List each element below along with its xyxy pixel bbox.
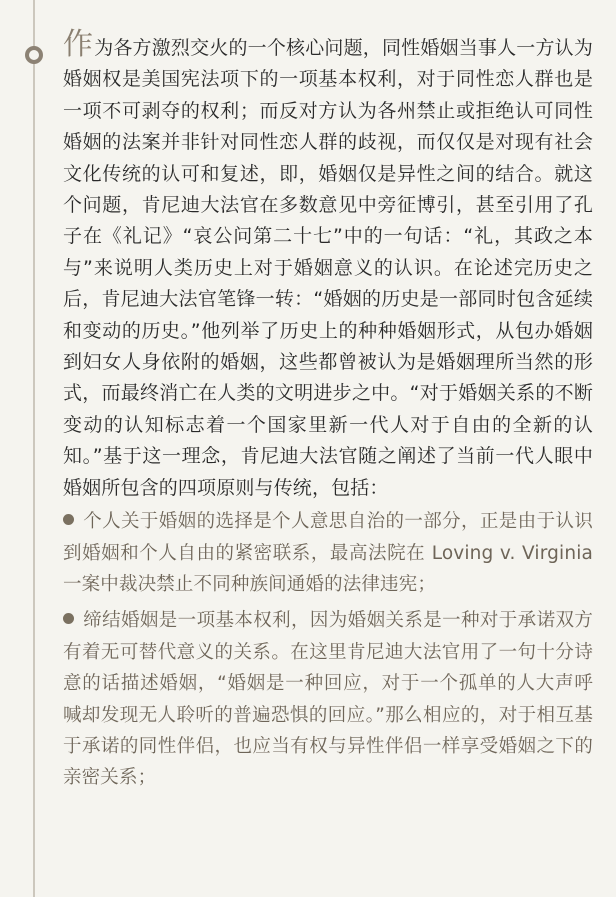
- list-item-text: 缔结婚姻是一项基本权利，因为婚姻关系是一种对于承诺双方有着无可替代意义的关系。在这里肯尼迪大法官用了一句十分诗意的话描述婚姻，“婚姻是一种回应，对于一个孤单的人大声呼喊却发现无人聆听的普遍恐惧的回应。”那么相应的，对于相互基于承诺的同性伴侣，也应当有权与异性伴侣一样享受婚姻之下的亲密关系；: [63, 610, 593, 789]
- bullet-dot-icon: [63, 514, 74, 525]
- bullet-dot-icon: [63, 613, 74, 624]
- list-item: [63, 605, 593, 793]
- timeline-line: [33, 0, 35, 897]
- article-body: [63, 27, 593, 799]
- article-paragraph: [63, 27, 593, 504]
- principles-list: [63, 506, 593, 794]
- paragraph-text: 为各方激烈交火的一个核心问题，同性婚姻当事人一方认为婚姻权是美国宪法项下的一项基本权利，对于同性恋人群也是一项不可剥夺的权利；而反对方认为各州禁止或拒绝认可同性婚姻的法案并非针对同性恋人群的歧视，而仅仅是对现有社会文化传统的认可和复述，即，婚姻仅是异性之间的结合。就这个问题，肯尼迪大法官在多数意见中旁征博引，甚至引用了孔子在《礼记》“哀公问第二十七”中的一句话：“礼，其政之本与”来说明人类历史上对于婚姻意义的认识。在论述完历史之后，肯尼迪大法官笔锋一转：“婚姻的历史是一部同时包含延续和变动的历史。”他列举了历史上的种种婚姻形式，从包办婚姻到妇女人身依附的婚姻，这些都曾被认为是婚姻理所当然的形式，而最终消亡在人类的文明进步之中。“对于婚姻关系的不断变动的认知标志着一个国家里新一代人对于自由的全新的认知。”基于这一理念，肯尼迪大法官随之阐述了当前一代人眼中婚姻所包含的四项原则与传统，包括：: [63, 37, 593, 499]
- timeline-circle-icon: [25, 46, 43, 64]
- drop-cap: 作: [63, 27, 94, 62]
- list-item: [63, 506, 593, 600]
- list-item-text: 个人关于婚姻的选择是个人意思自治的一部分，正是由于认识到婚姻和个人自由的紧密联系，最高法院在 Loving v. Virginia 一案中裁决禁止不同种族间通婚的法律违宪；: [63, 511, 593, 595]
